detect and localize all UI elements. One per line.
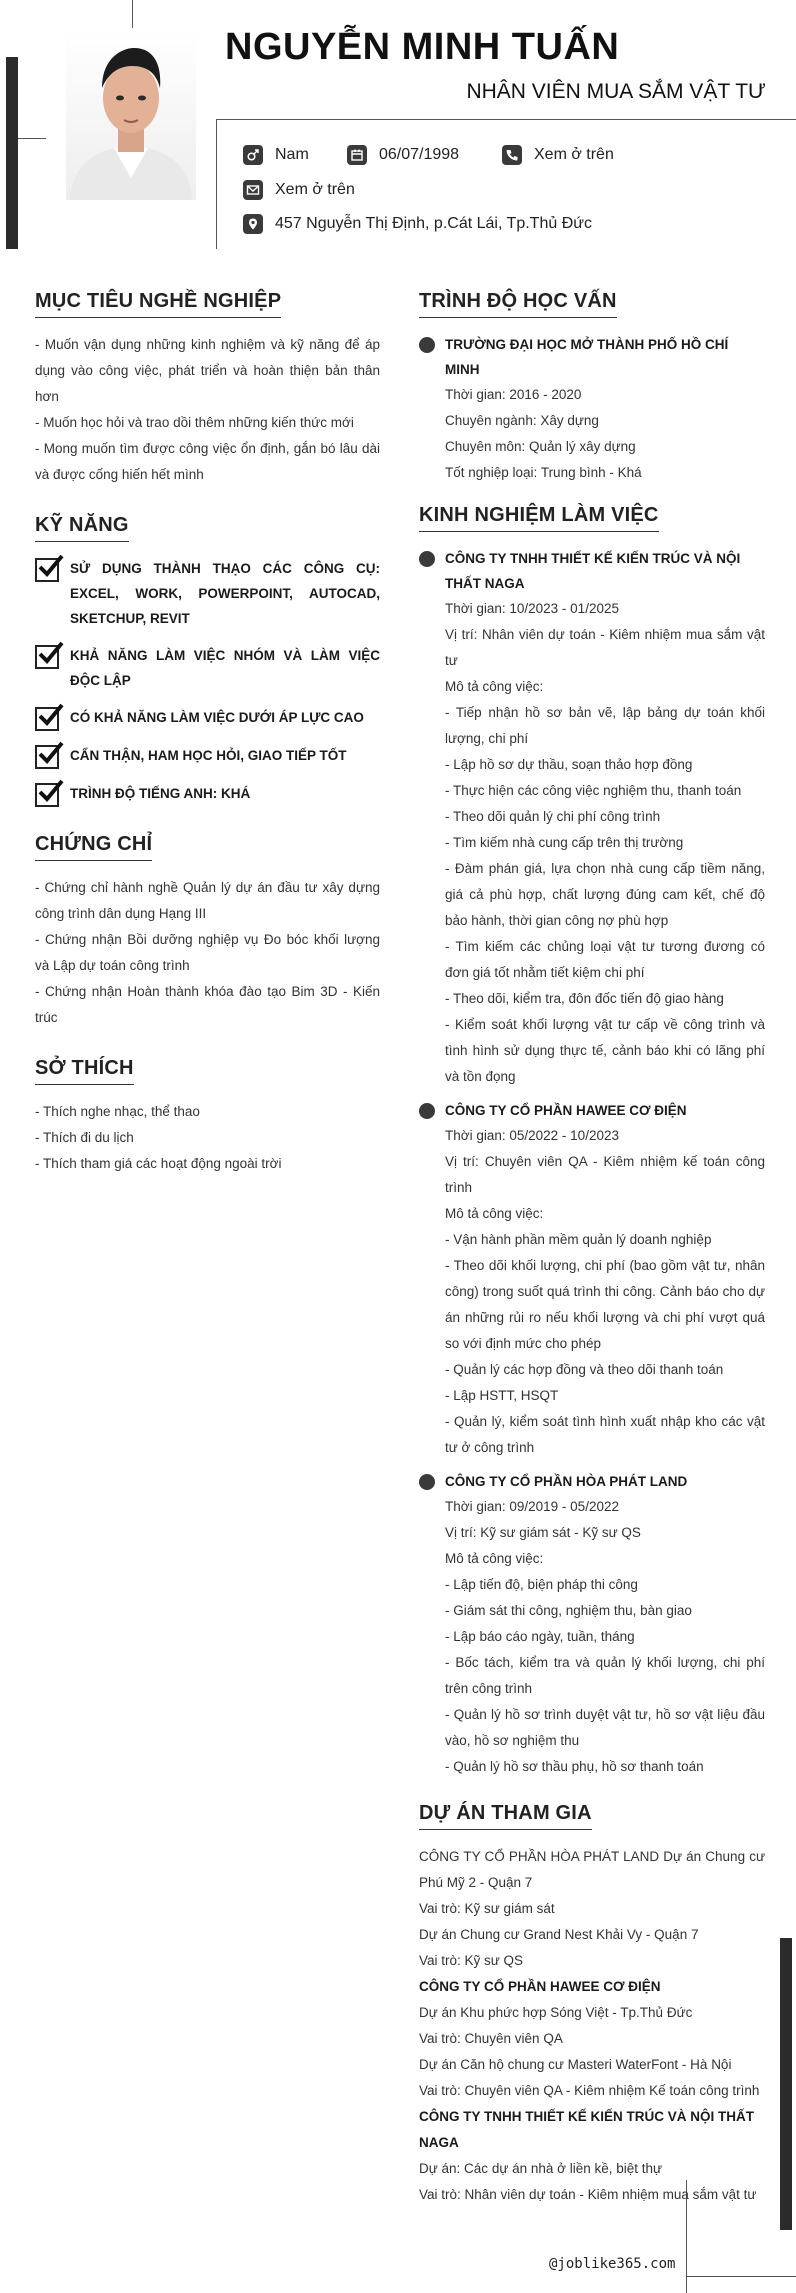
- education-line: Thời gian: 2016 - 2020: [445, 387, 582, 402]
- right-accent-bar: [780, 1938, 792, 2230]
- hobbies-section: [35, 1057, 380, 1177]
- skill-item: [35, 705, 380, 731]
- job-entry: [419, 546, 765, 1090]
- job-entry: [419, 1098, 765, 1461]
- contact-gender: [243, 145, 309, 165]
- skill-text: SỬ DỤNG THÀNH THẠO CÁC CÔNG CỤ: EXCEL, WORK, POWERPOINT, AUTOCAD, SKETCHUP, REVIT: [70, 561, 380, 626]
- company-name: CÔNG TY TNHH THIẾT KẾ KIẾN TRÚC VÀ NỘI THẤT NAGA: [445, 551, 741, 591]
- job-line: - Tìm kiếm nhà cung cấp trên thị trường: [445, 835, 684, 850]
- job-line: - Thực hiện các công việc nghiệm thu, thanh toán: [445, 783, 742, 798]
- contact-address: [243, 214, 592, 234]
- calendar-icon: [347, 145, 367, 165]
- project-list: [419, 1844, 765, 2208]
- contact-phone-text: Xem ở trên: [534, 146, 614, 163]
- education-section: [419, 290, 765, 486]
- project-line: Dự án: Các dự án nhà ở liền kề, biệt thự: [419, 2161, 663, 2176]
- company-name: CÔNG TY CỔ PHẦN HÒA PHÁT LAND: [445, 1474, 688, 1489]
- candidate-name: NGUYỄN MINH TUẤN: [225, 26, 620, 68]
- contact-email: [243, 180, 355, 200]
- certificate-line: - Chứng nhận Bồi dưỡng nghiệp vụ Đo bóc khối lượng và Lập dự toán công trình: [35, 932, 380, 973]
- job-line: - Lập HSTT, HSQT: [445, 1388, 559, 1403]
- projects-title: DỰ ÁN THAM GIA: [419, 1802, 592, 1830]
- timeline-dot: [419, 337, 435, 353]
- gender-icon: [243, 145, 263, 165]
- skill-text: KHẢ NĂNG LÀM VIỆC NHÓM VÀ LÀM VIỆC ĐỘC LẬP: [70, 648, 380, 688]
- checkbox-check-icon: [35, 707, 59, 731]
- contact-dob: [347, 145, 459, 165]
- objective-section: [35, 290, 380, 488]
- job-line: - Kiểm soát khối lượng vật tư cấp về công trình và tình hình sử dụng thực tế, cảnh báo khi có lãng phí và tồn đọng: [445, 1017, 765, 1084]
- skill-item: [35, 781, 380, 807]
- job-line: Mô tả công việc:: [445, 1206, 544, 1221]
- job-line: - Quản lý, kiểm soát tình hình xuất nhập kho các vật tư ở công trình: [445, 1414, 765, 1455]
- job-line: Vị trí: Kỹ sư giám sát - Kỹ sư QS: [445, 1525, 641, 1540]
- school-name: TRƯỜNG ĐẠI HỌC MỞ THÀNH PHỐ HỒ CHÍ MINH: [445, 337, 729, 377]
- header-vline: [216, 119, 217, 249]
- project-line: Dự án Khu phức hợp Sóng Việt - Tp.Thủ Đức: [419, 2005, 693, 2020]
- job-line: - Giám sát thi công, nghiệm thu, bàn giao: [445, 1603, 692, 1618]
- job-line: Vị trí: Nhân viên dự toán - Kiêm nhiệm mua sắm vật tư: [445, 627, 765, 668]
- job-line: - Tiếp nhận hồ sơ bản vẽ, lập bảng dự toán khối lượng, chi phí: [445, 705, 765, 746]
- job-line: Thời gian: 05/2022 - 10/2023: [445, 1128, 619, 1143]
- footer-watermark: @joblike365.com: [549, 2256, 676, 2272]
- job-line: - Theo dõi, kiểm tra, đôn đốc tiến độ giao hàng: [445, 991, 724, 1006]
- job-line: - Quản lý các hợp đồng và theo dõi thanh toán: [445, 1362, 724, 1377]
- hobby-line: - Thích nghe nhạc, thể thao: [35, 1104, 200, 1119]
- left-accent-bar: [6, 57, 18, 249]
- job-line: - Quản lý hồ sơ thầu phụ, hồ sơ thanh toán: [445, 1759, 704, 1774]
- skill-text: CÓ KHẢ NĂNG LÀM VIỆC DƯỚI ÁP LỰC CAO: [70, 710, 364, 725]
- education-entry: [419, 332, 765, 486]
- job-line: - Lập tiến độ, biện pháp thi công: [445, 1577, 638, 1592]
- certificates-section: [35, 833, 380, 1031]
- job-line: - Vận hành phần mềm quản lý doanh nghiệp: [445, 1232, 712, 1247]
- education-line: Chuyên môn: Quản lý xây dựng: [445, 439, 636, 454]
- experience-section: [419, 504, 765, 1780]
- job-line: - Theo dõi khối lượng, chi phí (bao gồm vật tư, nhân công) trong suốt quá trình thi công. Cảnh báo cho dự án những rủi ro nếu khối lượng và chi phí vượt quá so với định mức cho phép: [445, 1258, 765, 1351]
- hobbies-title: SỞ THÍCH: [35, 1057, 134, 1085]
- projects-section: [419, 1802, 765, 2208]
- project-line: CÔNG TY CỔ PHẦN HÒA PHÁT LAND Dự án Chung cư Phú Mỹ 2 - Quận 7: [419, 1849, 765, 1890]
- profile-photo: [66, 28, 196, 200]
- contact-phone: [502, 145, 614, 165]
- education-title: TRÌNH ĐỘ HỌC VẤN: [419, 290, 617, 318]
- certificates-title: CHỨNG CHỈ: [35, 833, 152, 861]
- contact-dob-text: 06/07/1998: [379, 146, 460, 163]
- education-line: Tốt nghiệp loại: Trung bình - Khá: [445, 465, 642, 480]
- timeline-dot: [419, 551, 435, 567]
- job-line: Vị trí: Chuyên viên QA - Kiêm nhiệm kế toán công trình: [445, 1154, 765, 1195]
- project-line: Vai trò: Chuyên viên QA: [419, 2031, 563, 2046]
- project-line: Vai trò: Kỹ sư QS: [419, 1953, 524, 1968]
- checkbox-check-icon: [35, 745, 59, 769]
- candidate-job-title: NHÂN VIÊN MUA SẮM VẬT TƯ: [466, 80, 766, 103]
- experience-title: KINH NGHIỆM LÀM VIỆC: [419, 504, 659, 532]
- header-left-hline: [18, 138, 46, 139]
- job-line: Mô tả công việc:: [445, 1551, 544, 1566]
- checkbox-check-icon: [35, 645, 59, 669]
- job-entry: [419, 1469, 765, 1780]
- portrait-image: [66, 28, 196, 200]
- job-line: - Lập hồ sơ dự thầu, soạn thảo hợp đồng: [445, 757, 693, 772]
- education-line: Chuyên ngành: Xây dựng: [445, 413, 599, 428]
- job-line: - Quản lý hồ sơ trình duyệt vật tư, hồ sơ vật liệu đầu vào, hồ sơ nghiệm thu: [445, 1707, 765, 1748]
- project-line: Vai trò: Chuyên viên QA - Kiêm nhiệm Kế toán công trình: [419, 2083, 760, 2098]
- project-line: CÔNG TY CỔ PHẦN HAWEE CƠ ĐIỆN: [419, 1979, 661, 1994]
- timeline-dot: [419, 1103, 435, 1119]
- skill-item: [35, 556, 380, 631]
- job-line: - Tìm kiếm các chủng loại vật tư tương đương có đơn giá tốt nhằm tiết kiệm chi phí: [445, 939, 765, 980]
- project-line: Vai trò: Kỹ sư giám sát: [419, 1901, 555, 1916]
- job-line: - Bốc tách, kiểm tra và quản lý khối lượng, chi phí trên công trình: [445, 1655, 765, 1696]
- project-line: Dự án Chung cư Grand Nest Khải Vy - Quận 7: [419, 1927, 699, 1942]
- job-line: - Theo dõi quản lý chi phí công trình: [445, 809, 661, 824]
- job-line: Thời gian: 09/2019 - 05/2022: [445, 1499, 619, 1514]
- right-column: [419, 290, 765, 2226]
- email-icon: [243, 180, 263, 200]
- objective-line: - Muốn vận dụng những kinh nghiệm và kỹ năng để áp dụng vào công việc, phát triển và hoàn thiện bản thân hơn: [35, 337, 380, 404]
- checkbox-check-icon: [35, 558, 59, 582]
- left-column: [35, 290, 380, 1203]
- project-line: CÔNG TY TNHH THIẾT KẾ KIẾN TRÚC VÀ NỘI THẤT NAGA: [419, 2109, 755, 2150]
- contact-address-text: 457 Nguyễn Thị Định, p.Cát Lái, Tp.Thủ Đức: [275, 215, 592, 232]
- checkbox-check-icon: [35, 783, 59, 807]
- footer-hline: [686, 2276, 796, 2277]
- skill-item: [35, 643, 380, 693]
- job-line: Mô tả công việc:: [445, 679, 544, 694]
- certificate-line: - Chứng chỉ hành nghề Quản lý dự án đầu tư xây dựng công trình dân dụng Hạng III: [35, 880, 380, 921]
- project-line: Dự án Căn hộ chung cư Masteri WaterFont - Hà Nội: [419, 2057, 732, 2072]
- contact-gender-text: Nam: [275, 146, 309, 163]
- skills-title: KỸ NĂNG: [35, 514, 129, 542]
- job-line: - Đàm phán giá, lựa chọn nhà cung cấp tiềm năng, giá cả phù hợp, chất lượng đúng cam kết, chế độ bảo hành, thời gian công nợ phù hợp: [445, 861, 765, 928]
- skills-section: [35, 514, 380, 807]
- skill-item: [35, 743, 380, 769]
- objective-line: - Mong muốn tìm được công việc ổn định, gắn bó lâu dài và được cống hiến hết mình: [35, 441, 380, 482]
- header-divider-line: [216, 119, 796, 120]
- job-line: Thời gian: 10/2023 - 01/2025: [445, 601, 619, 616]
- hobby-line: - Thích đi du lịch: [35, 1130, 134, 1145]
- contact-email-text: Xem ở trên: [275, 181, 355, 198]
- phone-icon: [502, 145, 522, 165]
- job-line: - Lập báo cáo ngày, tuần, tháng: [445, 1629, 635, 1644]
- objective-title: MỤC TIÊU NGHỀ NGHIỆP: [35, 290, 281, 318]
- timeline-dot: [419, 1474, 435, 1490]
- objective-line: - Muốn học hỏi và trao dồi thêm những kiến thức mới: [35, 415, 354, 430]
- project-line: Vai trò: Nhân viên dự toán - Kiêm nhiệm mua sắm vật tư: [419, 2187, 757, 2202]
- location-icon: [243, 214, 263, 234]
- certificate-line: - Chứng nhận Hoàn thành khóa đào tạo Bim 3D - Kiến trúc: [35, 984, 380, 1025]
- skill-text: CẨN THẬN, HAM HỌC HỎI, GIAO TIẾP TỐT: [70, 748, 347, 763]
- skill-text: TRÌNH ĐỘ TIẾNG ANH: KHÁ: [70, 786, 251, 801]
- hobby-line: - Thích tham giá các hoạt động ngoài trời: [35, 1156, 282, 1171]
- company-name: CÔNG TY CỔ PHẦN HAWEE CƠ ĐIỆN: [445, 1103, 687, 1118]
